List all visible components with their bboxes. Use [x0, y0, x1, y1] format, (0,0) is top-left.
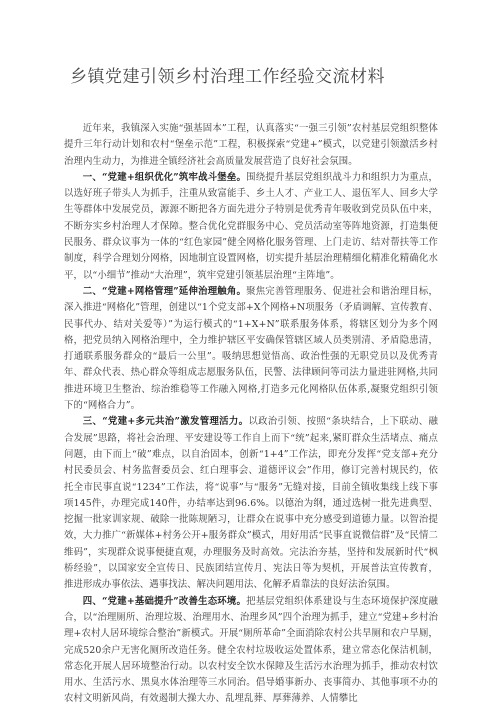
- document-title: 乡镇党建引领乡村治理工作经验交流材料: [70, 67, 385, 87]
- intro-paragraph: 近年来，我镇深入实施“强基固本”工程，认真落实“一强三引领”农村基层党组织整体提升三年行动计划和农村“堡垒示范”工程，积极探索“党建+”模式，以党建引领激活乡村治理内生动力，为推进全镇经济社会高质量发展营造了良好社会氛围。: [64, 123, 438, 167]
- section-1-paragraph: [64, 170, 438, 284]
- section-4-paragraph: [64, 594, 438, 708]
- section-3-paragraph: [64, 414, 438, 593]
- section-4-heading: 四、“党建+基础提升”改善生态环境。: [82, 595, 247, 607]
- section-2-heading: 二、“党建+网格管理”延伸治理触角。: [82, 285, 247, 297]
- section-2-paragraph: [64, 284, 438, 414]
- section-1-body: 围绕提升基层党组织战斗力和组织力为重点，以选好班子带头人为抓手，注重从致富能手、乡土人才、产业工人、退伍军人、回乡大学生等群体中发展党员，源源不断把各方面先进分子特别是优秀青年吸收到党员队伍中来，不断夯实乡村治理人才保障。整合优化党群服务中心、党员活动室等阵地资源，打造集便民服务、群众议事为一体的“红色家园”健全网格化服务管理、上门走访、结对帮扶等工作制度，科学合理划分网格，因地制宜设置网格，切实提升基层治理精细化精准化精确化水平，以“小细节”推动“大治理”，筑牢党建引领基层治理“主阵地”。: [64, 171, 438, 281]
- section-1-heading: 一、“党建+组织优化”筑牢战斗堡垒。: [82, 171, 247, 183]
- section-2-body: 聚焦完善管理服务、促进社会和谐治理目标，深入推进“网格化”管理，创建以“1个党支部+X个网格+N项服务（矛盾调解、宣传教育、民事代办、结对关爱等）”为运行模式的“1+X+N”联系服务体系，将辖区划分为多个网格，把党员纳入网格治理中，全力维护辖区平安确保管辖区域人员类别清、矛盾隐患清，打通联系服务群众的“最后一公里”。吸纳思想觉悟高、政治性强的无职党员以及优秀青年、群众代表、热心群众等组成志愿服务队伍，民警、法律顾问等司法力量进驻网格,共同推进环境卫生整治、综治维稳等工作融入网格,打造多元化网格队伍体系,凝聚党组织引领下的“网格合力”。: [64, 285, 438, 412]
- section-3-heading: 三、“党建+多元共治”激发管理活力。: [82, 416, 249, 428]
- section-4-body: 把基层党组织体系建设与生态环境保护深度融合，以“治理厕所、治理垃圾、治理用水、治理乡风”四个治理为抓手，建立“党建+乡村治理+农村人居环境综合整治”新模式。开展“厕所革命”全面消除农村公共旱厕和农户旱厕，完成520余户无害化厕所改造任务。健全农村垃圾收运处置体系，建立常态化保洁机制，常态化开展人居环境整治行动。以农村安全饮水保障及生活污水治理为抓手，推动农村饮用水、生活污水、黑臭水体治理等三水同治。倡导婚事新办、丧事简办、其他事项不办的农村文明新风尚，有效遏制大操大办、乱埋乱葬、厚葬薄养、人情攀比: [64, 595, 438, 705]
- section-3-body: 以政治引领、按照“条块结合，上下联动、融合发展”思路，将社会治理、平安建设等工作自上而下“统”起来,紧盯群众生活堵点、痛点问题，由下而上“破”难点，以自治固本，创新“1+4”工作法，即充分发挥“党支部+充分村民委员会、村务监督委员会、红白理事会、道德评议会”作用，修订完善村规民约，依托全市民事直说“1234”工作法，将“说事”与“服务”无缝对接，目前全镇收集线上线下事项145件，办理完成140件，办结率达到96.6%。以德治为纲，通过选树一批先进典型、挖掘一批家训家规、破除一批陈规陋习，让群众在说事中充分感受到道德力量。以智治提效，大力推广“新媒体+村务公开+服务群众”模式，用好用活“民事直说微信群”及“民情二维码”，实现群众说事便捷直观，办理服务及时高效。完法治夯基，坚持和发展新时代“枫桥经验”，以国家安全宣传日、民族团结宣传月、宪法日等为契机，开展普法宣传教育，推进形成办事依法、遇事找法、解决问题用法、化解矛盾靠法的良好法治氛围。: [64, 416, 438, 591]
